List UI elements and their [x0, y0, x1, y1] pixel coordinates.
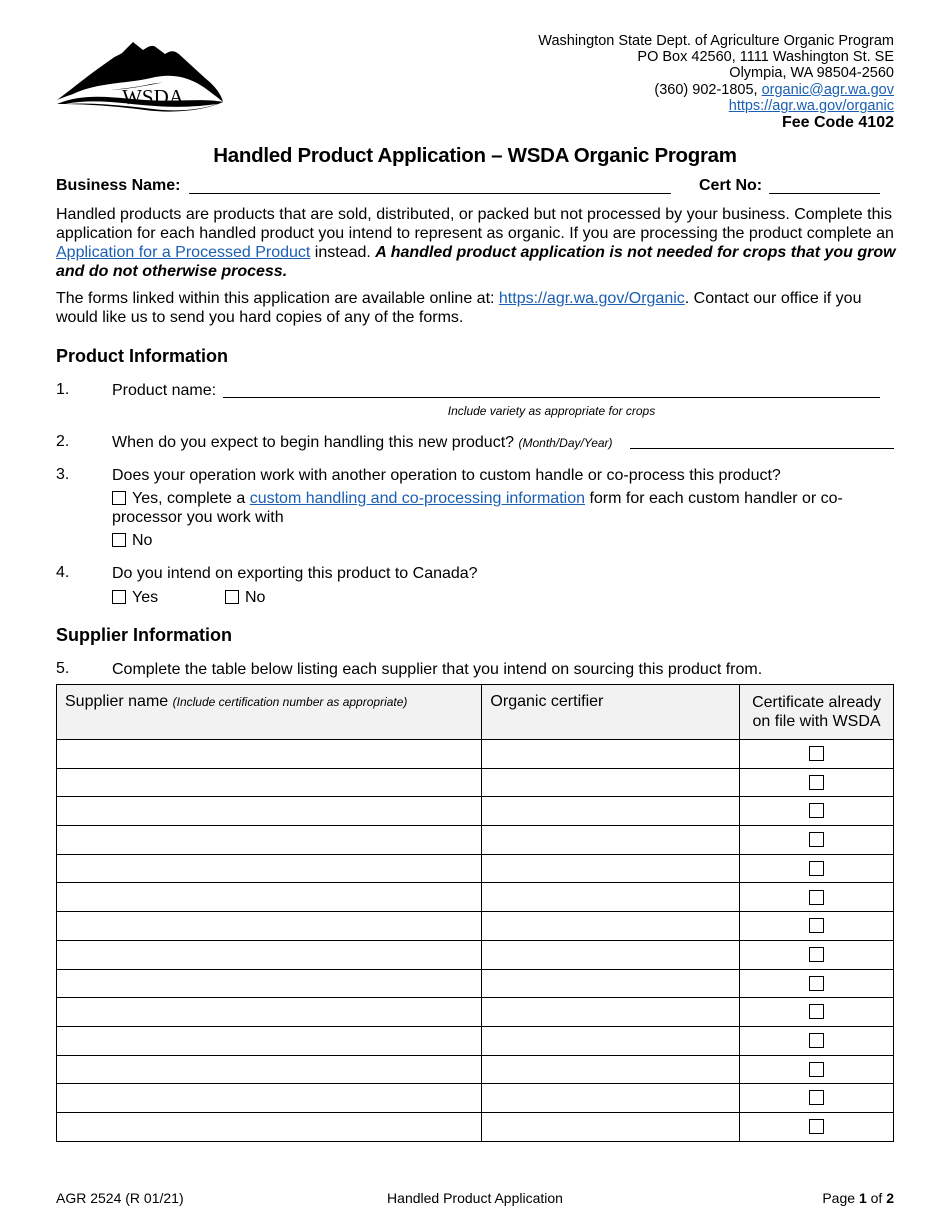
page-title: Handled Product Application – WSDA Organic Program — [213, 144, 737, 167]
start-date-field[interactable] — [630, 448, 894, 449]
supplier-name-cell[interactable] — [57, 826, 482, 855]
supplier-name-cell[interactable] — [57, 912, 482, 941]
certificate-on-file-checkbox[interactable] — [809, 803, 824, 818]
certificate-on-file-checkbox[interactable] — [809, 861, 824, 876]
certificate-on-file-checkbox[interactable] — [809, 832, 824, 847]
table-row — [57, 1084, 894, 1113]
table-row — [57, 768, 894, 797]
supplier-table — [56, 684, 894, 1142]
q2-hint: (Month/Day/Year) — [518, 436, 613, 450]
page-current: 1 — [858, 1190, 867, 1206]
business-name-label: Business Name: — [56, 177, 181, 194]
q1-number: 1. — [56, 381, 70, 398]
form-number: AGR 2524 (R 01/21) — [56, 1190, 184, 1206]
organic-certifier-cell[interactable] — [482, 854, 740, 883]
email-link[interactable]: organic@agr.wa.gov — [761, 81, 894, 98]
supplier-name-cell[interactable] — [57, 1112, 482, 1141]
q3-no-option — [112, 531, 152, 550]
organic-certifier-cell[interactable] — [482, 940, 740, 969]
certificate-on-file-checkbox[interactable] — [809, 890, 824, 905]
q4-question: Do you intend on exporting this product to Canada? — [112, 565, 478, 582]
certificate-on-file-cell — [740, 1112, 894, 1141]
q5-text: Complete the table below listing each supplier that you intend on sourcing this product from. — [112, 661, 763, 678]
table-row — [57, 998, 894, 1027]
q4-no-option — [225, 588, 265, 607]
certificate-on-file-cell — [740, 1055, 894, 1084]
business-name-field[interactable] — [189, 193, 671, 194]
q1-hint: Include variety as appropriate for crops — [447, 404, 656, 418]
table-row — [57, 1112, 894, 1141]
supplier-name-cell[interactable] — [57, 1055, 482, 1084]
certificate-on-file-checkbox[interactable] — [809, 918, 824, 933]
q3-no-checkbox[interactable] — [112, 533, 126, 547]
col-cert-line1: Certificate already — [752, 694, 882, 711]
q3-yes-checkbox[interactable] — [112, 491, 126, 505]
certificate-on-file-cell — [740, 883, 894, 912]
certificate-on-file-checkbox[interactable] — [809, 746, 824, 761]
supplier-name-cell[interactable] — [57, 1084, 482, 1113]
cert-no-field[interactable] — [769, 193, 880, 194]
supplier-name-cell[interactable] — [57, 740, 482, 769]
business-info-row — [56, 177, 894, 199]
supplier-name-cell[interactable] — [57, 883, 482, 912]
q1-label: Product name: — [112, 382, 217, 399]
organic-certifier-cell[interactable] — [482, 912, 740, 941]
page-number — [822, 1190, 894, 1206]
table-row — [57, 854, 894, 883]
organic-certifier-cell[interactable] — [482, 883, 740, 912]
table-row — [57, 1055, 894, 1084]
organic-forms-link[interactable]: https://agr.wa.gov/Organic — [498, 290, 685, 307]
organic-certifier-cell[interactable] — [482, 1084, 740, 1113]
certificate-on-file-cell — [740, 826, 894, 855]
certificate-on-file-checkbox[interactable] — [809, 775, 824, 790]
logo-text: WSDA — [122, 85, 184, 109]
col-organic-certifier: Organic certifier — [482, 685, 740, 740]
phone-number: (360) 902-1805, — [654, 81, 762, 98]
table-row — [57, 740, 894, 769]
certificate-on-file-checkbox[interactable] — [809, 1004, 824, 1019]
col-supplier-name-label: Supplier name — [65, 693, 173, 710]
certificate-on-file-cell — [740, 998, 894, 1027]
q4-yes-label: Yes — [132, 589, 159, 606]
table-row — [57, 969, 894, 998]
organic-certifier-cell[interactable] — [482, 768, 740, 797]
q3-no-label: No — [132, 532, 153, 549]
wsda-logo — [55, 38, 225, 114]
q4-yes-option — [112, 588, 158, 607]
supplier-name-cell[interactable] — [57, 854, 482, 883]
certificate-on-file-cell — [740, 912, 894, 941]
col-cert-line2: on file with WSDA — [752, 713, 881, 730]
contact-block — [538, 33, 894, 131]
address-line-2: PO Box 42560, 1111 Washington St. SE — [637, 49, 894, 66]
supplier-info-heading: Supplier Information — [56, 625, 233, 645]
organic-certifier-cell[interactable] — [482, 740, 740, 769]
intro-bold-note: A handled product application is not needed for crops that you grow and do not otherwise process. — [56, 244, 896, 280]
certificate-on-file-cell — [740, 797, 894, 826]
intro-paragraph — [56, 205, 898, 281]
page-prefix: Page — [822, 1190, 859, 1206]
col-certificate-on-file — [740, 685, 894, 740]
certificate-on-file-cell — [740, 768, 894, 797]
custom-handling-link[interactable]: custom handling and co-processing information — [249, 490, 585, 507]
q3-yes-suffix: form for each custom handler or co-processor you work with — [112, 490, 843, 526]
organic-certifier-cell[interactable] — [482, 797, 740, 826]
supplier-name-cell[interactable] — [57, 998, 482, 1027]
organic-certifier-cell[interactable] — [482, 1026, 740, 1055]
organic-certifier-cell[interactable] — [482, 1112, 740, 1141]
certificate-on-file-checkbox[interactable] — [809, 976, 824, 991]
organic-certifier-cell[interactable] — [482, 998, 740, 1027]
forms-paragraph — [56, 289, 898, 327]
intro-text-2: instead. — [310, 244, 376, 261]
q2-label: When do you expect to begin handling this new product? — [112, 434, 519, 451]
website-link[interactable]: https://agr.wa.gov/organic — [728, 97, 894, 114]
footer-title: Handled Product Application — [387, 1190, 563, 1206]
certificate-on-file-checkbox[interactable] — [809, 1119, 824, 1134]
organic-certifier-cell[interactable] — [482, 1055, 740, 1084]
certificate-on-file-cell — [740, 940, 894, 969]
col-supplier-name-hint: (Include certification number as appropriate) — [172, 695, 408, 709]
certificate-on-file-cell — [740, 740, 894, 769]
forms-text-1: The forms linked within this application are available online at: — [56, 290, 499, 307]
organic-certifier-cell[interactable] — [482, 969, 740, 998]
certificate-on-file-cell — [740, 969, 894, 998]
certificate-on-file-checkbox[interactable] — [809, 1062, 824, 1077]
table-row — [57, 883, 894, 912]
table-row — [57, 912, 894, 941]
page-of: of — [866, 1190, 887, 1206]
q4-no-label: No — [245, 589, 266, 606]
supplier-name-cell[interactable] — [57, 940, 482, 969]
q3-question: Does your operation work with another operation to custom handle or co-process this product? — [112, 467, 781, 484]
certificate-on-file-checkbox[interactable] — [809, 1033, 824, 1048]
supplier-name-cell[interactable] — [57, 768, 482, 797]
q4-yes-checkbox[interactable] — [112, 590, 126, 604]
supplier-name-cell[interactable] — [57, 1026, 482, 1055]
product-name-field[interactable] — [223, 397, 880, 398]
supplier-name-cell[interactable] — [57, 969, 482, 998]
processed-product-link[interactable]: Application for a Processed Product — [56, 244, 311, 261]
certificate-on-file-checkbox[interactable] — [809, 947, 824, 962]
q3-number: 3. — [56, 466, 70, 483]
table-row — [57, 940, 894, 969]
table-row — [57, 1026, 894, 1055]
q3-yes-option — [112, 489, 894, 527]
table-header-row — [57, 685, 894, 740]
certificate-on-file-cell — [740, 1084, 894, 1113]
certificate-on-file-cell — [740, 854, 894, 883]
certificate-on-file-checkbox[interactable] — [809, 1090, 824, 1105]
organic-certifier-cell[interactable] — [482, 826, 740, 855]
page-total: 2 — [886, 1190, 894, 1206]
intro-text-1: Handled products are products that are sold, distributed, or packed but not processed by your business. Complete this application for each handled product you intend to represent as organic. If you are processing the product complete an — [56, 206, 894, 242]
fee-code: Fee Code 4102 — [781, 114, 894, 132]
q4-number: 4. — [56, 564, 70, 581]
table-row — [57, 826, 894, 855]
q2-number: 2. — [56, 433, 70, 450]
certificate-on-file-cell — [740, 1026, 894, 1055]
col-supplier-name — [57, 685, 482, 740]
cert-no-label: Cert No: — [699, 177, 763, 194]
q3-yes-prefix: Yes, complete a — [132, 490, 250, 507]
table-row — [57, 797, 894, 826]
address-line-3: Olympia, WA 98504-2560 — [729, 65, 894, 82]
q2-question — [112, 433, 613, 453]
q5-number: 5. — [56, 660, 70, 677]
address-line-1: Washington State Dept. of Agriculture Organic Program — [538, 33, 894, 49]
product-info-heading: Product Information — [56, 346, 228, 366]
forms-text-2: . Contact our office if you would like us to send you hard copies of any of the forms. — [56, 290, 862, 326]
supplier-name-cell[interactable] — [57, 797, 482, 826]
q4-no-checkbox[interactable] — [225, 590, 239, 604]
